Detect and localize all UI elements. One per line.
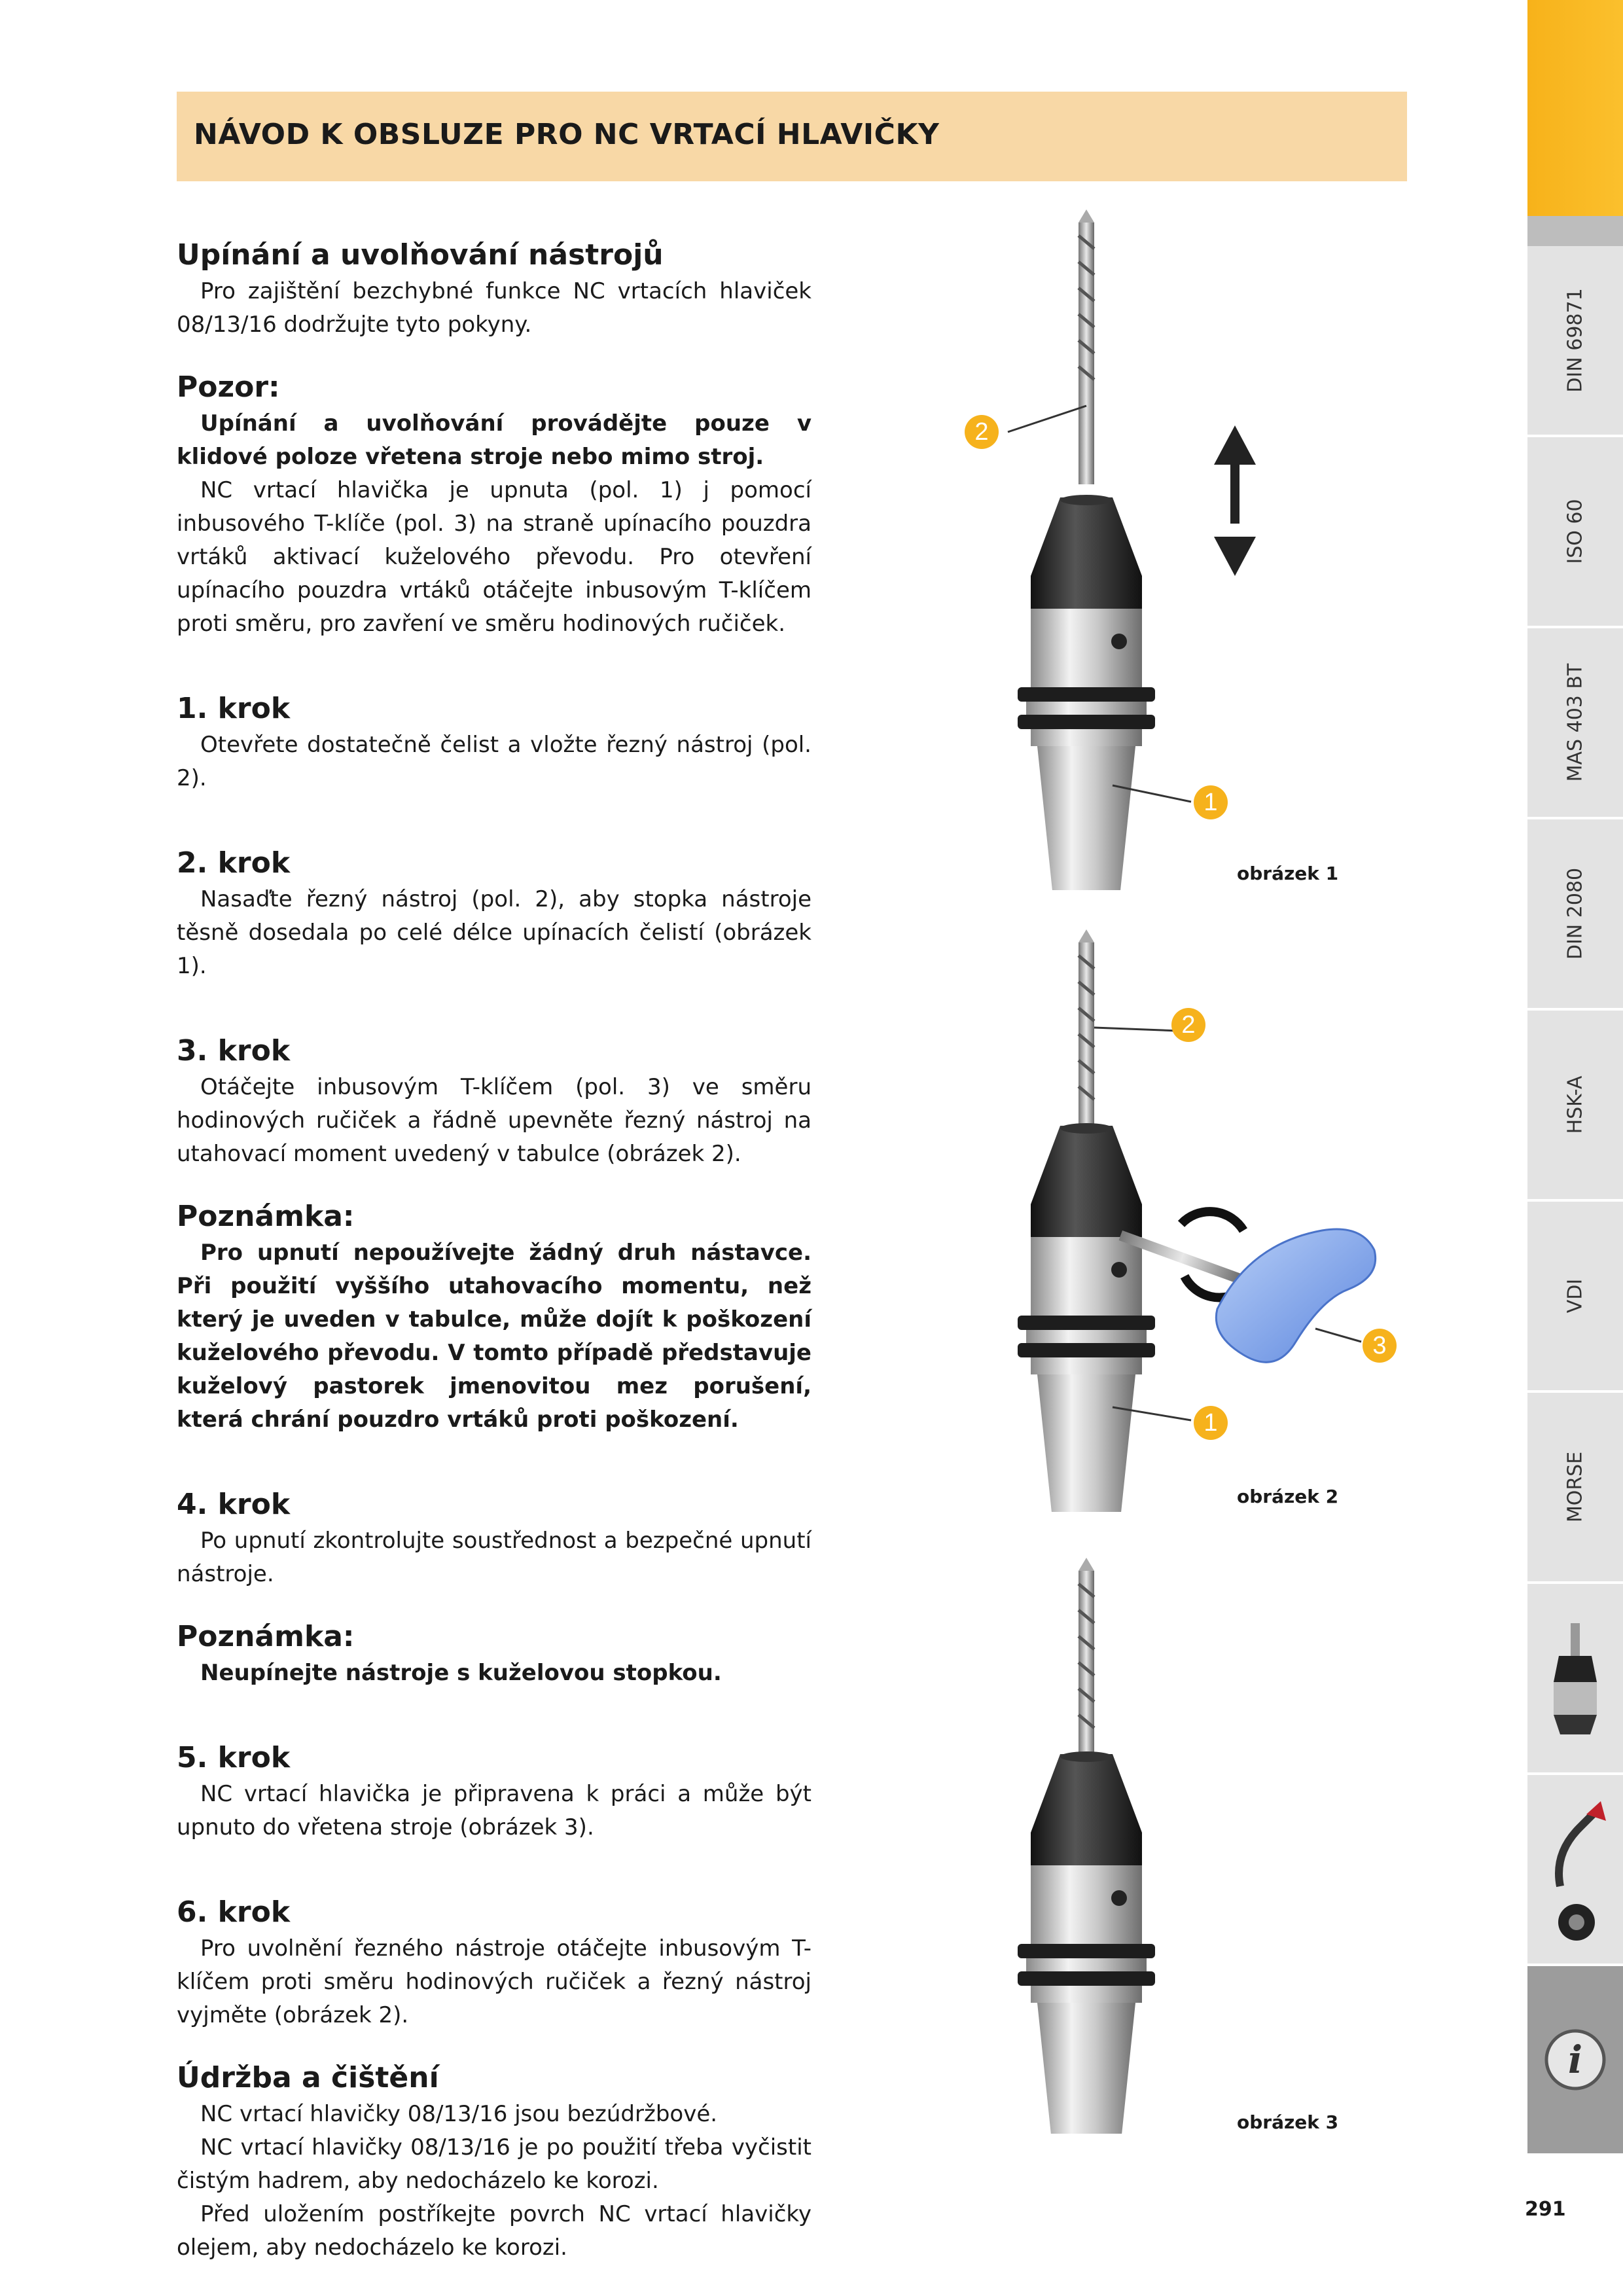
sidebar-tab-hsk-a[interactable]: [1527, 1011, 1623, 1202]
sidebar-tab-din-2080[interactable]: [1527, 819, 1623, 1011]
figure-1-drill-chuck: [955, 209, 1322, 890]
callout-1: 1: [1194, 785, 1228, 819]
section-heading: Údržba a čištění: [177, 2061, 439, 2094]
section-step-2: [177, 844, 812, 983]
callout-2: 2: [965, 415, 999, 449]
section-step-5: [177, 1738, 812, 1844]
section-heading: 6. krok: [177, 1895, 291, 1929]
section-heading: Pozor:: [177, 370, 280, 404]
section-text: Po upnutí zkontrolujte soustřednost a bezpečné upnutí nástroje.: [177, 1528, 812, 1587]
sidebar-accent-tab: [1527, 0, 1623, 216]
section-heading: 1. krok: [177, 692, 291, 725]
sidebar-tab-iso-60[interactable]: [1527, 437, 1623, 628]
info-icon: [1527, 1966, 1623, 2153]
section-text: Otáčejte inbusovým T-klíčem (pol. 3) ve směru hodinových ručiček a řádně upevněte řezný nástroj na utahovací moment uvedený v tabulce (obrázek 2).: [177, 1074, 812, 1167]
section-note-2: [177, 1617, 812, 1690]
section-clamping: [177, 236, 812, 342]
section-heading: 2. krok: [177, 846, 291, 880]
sidebar-tab-morse[interactable]: [1527, 1393, 1623, 1584]
section-text: Pro zajištění bezchybné funkce NC vrtacích hlaviček 08/13/16 dodržujte tyto pokyny.: [177, 278, 812, 338]
section-text: Pro uvolnění řezného nástroje otáčejte inbusovým T-klíčem proti směru hodinových ručiček a řezný nástroj vyjměte (obrázek 2).: [177, 1935, 812, 2028]
sidebar-tab-info[interactable]: [1527, 1966, 1623, 2156]
section-text: NC vrtací hlavičky 08/13/16 je po použití třeba vyčistit čistým hadrem, aby nedocházelo ke korozi.: [177, 2134, 812, 2194]
sidebar-tab-din-69871[interactable]: [1527, 246, 1623, 437]
drill-chuck-icon: [1527, 1584, 1623, 1772]
caution-bold-text: Upínání a uvolňování provádějte pouze v klidové poloze vřetena stroje nebo mimo stroj.: [177, 410, 812, 470]
sidebar-tab-label: DIN 69871: [1563, 288, 1587, 393]
section-heading: Upínání a uvolňování nástrojů: [177, 238, 664, 272]
page-number: 291: [1525, 2198, 1566, 2221]
section-text: NC vrtací hlavička je připravena k práci a může být upnuto do vřetena stroje (obrázek 3).: [177, 1781, 812, 1840]
figure-2-label: obrázek 2: [1237, 1486, 1339, 1507]
sidebar-tab-chucks[interactable]: [1527, 1584, 1623, 1775]
sidebar-tab-label: VDI: [1563, 1278, 1587, 1314]
sidebar-tab-label: MAS 403 BT: [1563, 663, 1587, 782]
wrench-nut-icon: [1527, 1775, 1623, 1964]
section-heading: Poznámka:: [177, 1620, 355, 1653]
sidebar-tab-label: HSK-A: [1563, 1075, 1587, 1134]
callout-1: 1: [1194, 1406, 1228, 1440]
sidebar-tab-mas-403-bt[interactable]: [1527, 628, 1623, 819]
section-step-3: [177, 1031, 812, 1171]
instructions-column: [177, 236, 812, 2291]
section-text: Před uložením postříkejte povrch NC vrtací hlavičky olejem, aby nedocházelo ke korozi.: [177, 2201, 812, 2261]
section-step-1: [177, 689, 812, 795]
sidebar-tab-accessories[interactable]: [1527, 1775, 1623, 1966]
note-bold-text: Pro upnutí nepoužívejte žádný druh nástavce. Při použití vyššího utahovacího momentu, než který je uveden v tabulce, může dojít k poškození kuželového převodu. V tomto případě představuje kuželový pastorek jmenovitou mez porušení, která chrání pouzdro vrtáků proti poškození.: [177, 1240, 812, 1433]
section-step-6: [177, 1893, 812, 2032]
note-bold-text: Neupínejte nástroje s kuželovou stopkou.: [200, 1660, 722, 1686]
page-title: NÁVOD K OBSLUZE PRO NC VRTACÍ HLAVIČKY: [194, 118, 940, 151]
double-arrow-icon: [1214, 425, 1256, 576]
sidebar-tab-label: MORSE: [1563, 1451, 1587, 1523]
sidebar-tab-vdi[interactable]: [1527, 1202, 1623, 1393]
section-text: Nasaďte řezný nástroj (pol. 2), aby stopka nástroje těsně dosedala po celé délce upínacích čelistí (obrázek 1).: [177, 886, 812, 979]
sidebar-tab-label: ISO 60: [1563, 499, 1587, 564]
sidebar: [1527, 0, 1623, 2153]
figure-1-label: obrázek 1: [1237, 863, 1339, 884]
section-heading: 4. krok: [177, 1488, 291, 1521]
section-text: NC vrtací hlavička je upnuta (pol. 1) j pomocí inbusového T-klíče (pol. 3) na straně upínacího pouzdra vrtáků aktivací kuželového převodu. Pro otevření upínacího pouzdra vrtáků otáčejte inbusovým T-klíčem proti směru, pro zavření ve směru hodinových ručiček.: [177, 477, 812, 637]
title-banner: [177, 92, 1407, 181]
figure-3-drill-chuck: [955, 1558, 1322, 2134]
section-step-4: [177, 1485, 812, 1591]
section-heading: 3. krok: [177, 1034, 291, 1067]
section-heading: Poznámka:: [177, 1200, 355, 1233]
callout-2: 2: [1171, 1008, 1205, 1042]
section-text: NC vrtací hlavičky 08/13/16 jsou bezúdržbové.: [200, 2101, 718, 2127]
section-maintenance: [177, 2058, 812, 2265]
section-caution: [177, 368, 812, 641]
section-heading: 5. krok: [177, 1741, 291, 1774]
svg-text:i: i: [1567, 2037, 1583, 2082]
t-key-handle-icon: [1216, 1229, 1375, 1362]
figure-3-label: obrázek 3: [1237, 2111, 1339, 2133]
sidebar-tab-label: DIN 2080: [1563, 867, 1587, 960]
section-note-1: [177, 1197, 812, 1437]
section-text: Otevřete dostatečně čelist a vložte řezný nástroj (pol. 2).: [177, 732, 812, 791]
callout-3: 3: [1363, 1329, 1397, 1363]
